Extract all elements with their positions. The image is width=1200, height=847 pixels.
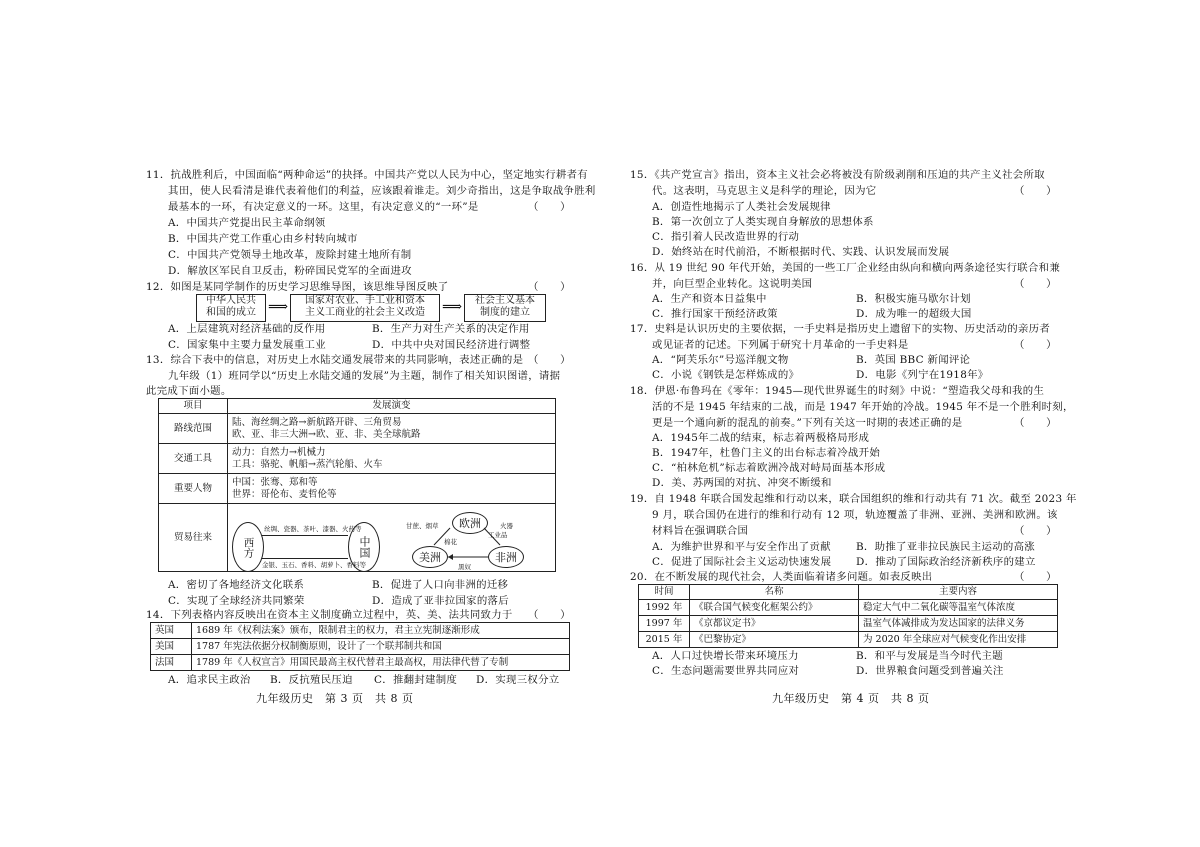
q12-arrow-2: ⟹ <box>442 299 463 315</box>
q16-line-1: 16．从 19 世纪 90 年代开始，美国的一些工厂企业经由纵向和横向两条途径实行联合和兼 <box>630 262 1061 274</box>
q12-mindmap-box-2 <box>290 294 440 322</box>
right-page <box>600 0 1200 847</box>
q12-option-c[interactable]: C．国家集中主要力量发展重工业 <box>168 339 326 351</box>
q20-stem: 20．在不断发展的现代社会，人类面临着诸多问题。如表反映出 <box>630 571 933 583</box>
q12-answer-paren[interactable]: （ ） <box>528 281 571 293</box>
table-cell-item: 路线范围 <box>159 414 228 444</box>
table-header-cell: 项目 <box>159 399 228 414</box>
q11-option-d[interactable]: D．解放区军民自卫反击，粉碎国民党军的全面进攻 <box>168 265 412 277</box>
q13-option-b[interactable]: B．促进了人口向非洲的迁移 <box>372 579 509 591</box>
q12-mindmap-box-1 <box>196 294 266 322</box>
q12-box1-line1: 中华人民共 <box>206 295 256 306</box>
table-row <box>639 600 1058 616</box>
q14-answer-paren[interactable]: （ ） <box>528 609 571 621</box>
africa-label: 非洲 <box>495 551 517 564</box>
weapons-label: 火器 <box>500 522 513 530</box>
goods-to-china-label: 金银、玉石、香料、胡萝卜、香料等 <box>262 561 366 569</box>
arrow-head <box>448 554 453 560</box>
name-cell: 《京都议定书》 <box>690 616 859 632</box>
q13-option-c[interactable]: C．实现了全球经济共同繁荣 <box>168 595 305 607</box>
q20-option-a[interactable]: A．人口过快增长带来环境压力 <box>652 650 799 662</box>
q11-answer-paren[interactable]: （ ） <box>528 201 571 213</box>
q14-table <box>150 622 570 671</box>
q20-option-b[interactable]: B．和平与发展是当今时代主题 <box>856 650 1003 662</box>
route-line-bottom <box>262 558 348 559</box>
table-row <box>151 623 570 639</box>
cell-line: 中国：张骞、郑和等 <box>232 476 318 488</box>
q16-option-b[interactable]: B．积极实施马歇尔计划 <box>856 293 971 305</box>
q19-line-3: 材料旨在强调联合国 <box>652 525 749 537</box>
q17-option-c[interactable]: C．小说《钢铁是怎样炼成的》 <box>652 369 800 381</box>
table-header-row <box>639 585 1058 600</box>
q16-line-2: 并，向巨型企业转化。这说明美国 <box>652 278 813 290</box>
q19-answer-paren[interactable]: （ ） <box>1014 525 1057 537</box>
name-cell: 《联合国气候变化框架公约》 <box>690 600 859 616</box>
q16-option-a[interactable]: A．生产和资本日益集中 <box>652 293 767 305</box>
q12-stem: 12．如图是某同学制作的历史学习思维导图，该思维导图反映了 <box>146 281 449 293</box>
q13-option-d[interactable]: D．造成了亚非拉国家的落后 <box>372 595 509 607</box>
america-label: 美洲 <box>419 551 441 564</box>
q19-option-c[interactable]: C．促进了国际社会主义运动快速发展 <box>652 556 832 568</box>
q18-option-a[interactable]: A．1945年二战的结束，标志着两极格局形成 <box>652 432 870 444</box>
q14-option-b[interactable]: B．反抗殖民压迫 <box>270 674 353 686</box>
cell-line: 陆、海丝绸之路→新航路开辟、三角贸易 <box>232 416 402 428</box>
q19-option-b[interactable]: B．助推了亚非拉民族民主运动的高涨 <box>856 541 1035 553</box>
table-row <box>151 655 570 671</box>
q12-arrow-1: ⟹ <box>268 299 289 315</box>
q12-option-a[interactable]: A．上层建筑对经济基础的反作用 <box>168 323 326 335</box>
q20-option-d[interactable]: D．世界粮食问题受到普遍关注 <box>856 665 1004 677</box>
q20-answer-paren[interactable]: （ ） <box>1014 571 1057 583</box>
slaves-label: 黑奴 <box>458 563 471 571</box>
table-cell-item: 重要人物 <box>159 474 228 504</box>
q17-option-d[interactable]: D．电影《列宁在1918年》 <box>856 369 989 381</box>
q11-line-2: 其田，使人民看清是谁代表着他们的利益，应该跟着谁走。刘少奇指出，这是争取战争胜利 <box>168 185 596 197</box>
europe-label: 欧洲 <box>459 517 481 530</box>
table-row <box>639 632 1058 648</box>
q18-line-1: 18．伊恩·布鲁玛在《零年：1945—现代世界诞生的时刻》中说：“塑造我父母和我的生 <box>630 385 1045 397</box>
q12-box3-line2: 制度的建立 <box>480 307 530 318</box>
q17-option-b[interactable]: B．英国 BBC 新闻评论 <box>856 354 971 366</box>
table-row <box>151 639 570 655</box>
q14-stem: 14．下列表格内容反映出在资本主义制度确立过程中，英、美、法共同致力于 <box>146 609 513 621</box>
name-cell: 《巴黎协定》 <box>690 632 859 648</box>
q19-line-2: 9 月，联合国仍在进行的维和行动有 12 项，轨迹覆盖了非洲、亚洲、美洲和欧洲。该 <box>652 509 1058 521</box>
west-oval <box>232 522 264 572</box>
table-row <box>159 474 556 504</box>
q11-option-a[interactable]: A．中国共产党提出民主革命纲领 <box>168 217 326 229</box>
content-cell: 稳定大气中二氧化碳等温室气体浓度 <box>859 600 1058 616</box>
q19-option-d[interactable]: D．推动了国际政治经济新秩序的建立 <box>856 556 1036 568</box>
q14-option-a[interactable]: A．追求民主政治 <box>168 674 251 686</box>
table-cell-content <box>228 444 556 474</box>
table-cell-content <box>228 414 556 444</box>
q16-option-d[interactable]: D．成为唯一的超级大国 <box>856 308 972 320</box>
country-cell: 英国 <box>151 623 192 639</box>
q12-box2-line1: 国家对农业、手工业和资本 <box>305 295 425 306</box>
q15-line-2: 代。这表明，马克思主义是科学的理论，因为它 <box>652 185 877 197</box>
content-cell: 1689 年《权利法案》颁布，限制君主的权力，君主立宪制逐渐形成 <box>192 623 570 639</box>
q20-climate-table <box>638 584 1058 648</box>
q13-option-a[interactable]: A．密切了各地经济文化联系 <box>168 579 305 591</box>
q15-option-d[interactable]: D．始终站在时代前沿，不断根据时代、实践、认识发展而发展 <box>652 246 950 258</box>
route-line-top <box>262 535 348 536</box>
page-footer-4: 九年级历史 第 4 页 共 8 页 <box>772 692 930 705</box>
q12-box3-line1: 社会主义基本 <box>475 295 535 306</box>
q15-line-1: 15．《共产党宣言》指出，资本主义社会必将被没有阶级剥削和压迫的共产主义社会所取 <box>630 169 1045 181</box>
table-row <box>159 444 556 474</box>
q16-answer-paren[interactable]: （ ） <box>1014 278 1057 290</box>
q11-line-3: 最基本的一环，有决定意义的一环。这里，有决定意义的“一环”是 <box>168 201 479 213</box>
year-cell: 2015 年 <box>639 632 690 648</box>
q20-option-c[interactable]: C．生态问题需要世界共同应对 <box>652 665 800 677</box>
q17-line-1: 17．史料是认识历史的主要依据，一手史料是指历史上遗留下的实物、历史活动的亲历者 <box>630 323 1051 335</box>
q12-box2-line2: 主义工商业的社会主义改造 <box>305 307 425 318</box>
year-cell: 1992 年 <box>639 600 690 616</box>
content-cell: 1789 年《人权宣言》用国民最高主权代替君主最高权，用法律代替了专制 <box>192 655 570 671</box>
content-cell: 为 2020 年全球应对气候变化作出安排 <box>859 632 1058 648</box>
q11-line-1: 11．抗战胜利后，中国面临“两种命运”的抉择。中国共产党以人民为中心，坚定地实行耕者有 <box>146 169 588 181</box>
industrial-goods-label: 工业品 <box>488 531 508 539</box>
content-cell: 温室气体减排成为发达国家的法律义务 <box>859 616 1058 632</box>
q16-option-c[interactable]: C．推行国家干预经济政策 <box>652 308 778 320</box>
q15-option-a[interactable]: A．创造性地揭示了人类社会发展规律 <box>652 201 831 213</box>
page-footer-3: 九年级历史 第 3 页 共 8 页 <box>256 692 414 705</box>
q12-option-d[interactable]: D．中共中央对国民经济进行调整 <box>372 339 531 351</box>
q19-option-a[interactable]: A．为维护世界和平与安全作出了贡献 <box>652 541 831 553</box>
sugar-tobacco-label: 甘蔗、烟草 <box>406 522 439 530</box>
q11-option-b[interactable]: B．中国共产党工作重心由乡村转向城市 <box>168 233 358 245</box>
cell-line: 欧、亚、非三大洲→欧、亚、非、美全球航路 <box>232 428 421 440</box>
table-cell-item: 交通工具 <box>159 444 228 474</box>
west-label: 西方 <box>242 536 255 558</box>
q12-option-b[interactable]: B．生产力对生产关系的决定作用 <box>372 323 530 335</box>
q11-option-c[interactable]: C．中国共产党领导土地改革，废除封建土地所有制 <box>168 249 412 261</box>
table-header-cell: 时间 <box>639 585 690 600</box>
table-row <box>639 616 1058 632</box>
q13-intro-line-1: 九年级（1）班同学以“历史上水陆交通的发展”为主题，制作了相关知识图谱，请据 <box>168 370 561 382</box>
table-row <box>159 414 556 444</box>
cotton-label: 棉花 <box>444 538 457 546</box>
q14-option-c[interactable]: C．推翻封建制度 <box>374 674 458 686</box>
q14-option-d[interactable]: D．实现三权分立 <box>476 674 560 686</box>
country-cell: 法国 <box>151 655 192 671</box>
cell-line: 世界：哥伦布、麦哲伦等 <box>232 488 337 500</box>
q19-line-1: 19．自 1948 年联合国发起维和行动以来，联合国组织的维和行动共有 71 次。截至 2023 年 <box>630 493 1077 505</box>
q13-intro-line-2: 此完成下面小题。 <box>146 385 232 397</box>
q18-option-d[interactable]: D．美、苏两国的对抗、冲突不断缓和 <box>652 477 832 489</box>
q18-option-c[interactable]: C．“柏林危机”标志着欧洲冷战对峙局面基本形成 <box>652 462 886 474</box>
content-cell: 1787 年宪法依据分权制衡原则，设计了一个联邦制共和国 <box>192 639 570 655</box>
q13-stem: 13．综合下表中的信息，对历史上水陆交通发展带来的共同影响，表述正确的是 <box>146 354 524 366</box>
table-header-cell: 名称 <box>690 585 859 600</box>
table-cell-item: 贸易往来 <box>159 504 228 572</box>
q18-line-3: 更是一个通向新的混乱的前奏。”下列有关这一时期的表述正确的是 <box>652 417 963 429</box>
q17-option-a[interactable]: A．“阿芙乐尔”号巡洋舰文物 <box>652 354 789 366</box>
q17-answer-paren[interactable]: （ ） <box>1014 339 1057 351</box>
q18-option-b[interactable]: B．1947年，杜鲁门主义的出台标志着冷战开始 <box>652 447 881 459</box>
year-cell: 1997 年 <box>639 616 690 632</box>
country-cell: 美国 <box>151 639 192 655</box>
table-header-cell: 发展演变 <box>228 399 556 414</box>
q12-mindmap-box-3 <box>464 294 546 322</box>
q15-answer-paren[interactable]: （ ） <box>1014 185 1057 197</box>
q12-box1-line2: 和国的成立 <box>206 307 256 318</box>
q18-line-2: 活的不是 1945 年结束的二战，而是 1947 年开始的冷战。1945 年不是一个胜利时刻， <box>652 401 1074 413</box>
q17-line-2: 或见证者的记述。下列属于研究十月革命的一手史料是 <box>652 339 909 351</box>
q13-answer-paren[interactable]: （ ） <box>528 354 571 366</box>
table-header-row <box>159 399 556 414</box>
q15-option-c[interactable]: C．指引着人民改造世界的行动 <box>652 231 800 243</box>
q18-answer-paren[interactable]: （ ） <box>1014 417 1057 429</box>
q15-option-b[interactable]: B．第一次创立了人类实现自身解放的思想体系 <box>652 216 874 228</box>
table-cell-content <box>228 474 556 504</box>
china-label: 中国 <box>358 536 371 558</box>
cell-line: 工具：骆驼、帆船→蒸汽轮船、火车 <box>232 458 383 470</box>
goods-to-west-label: 丝绸、瓷器、茶叶、漆器、火药等 <box>264 525 362 533</box>
table-header-cell: 主要内容 <box>859 585 1058 600</box>
cell-line: 动力：自然力→机械力 <box>232 446 326 458</box>
